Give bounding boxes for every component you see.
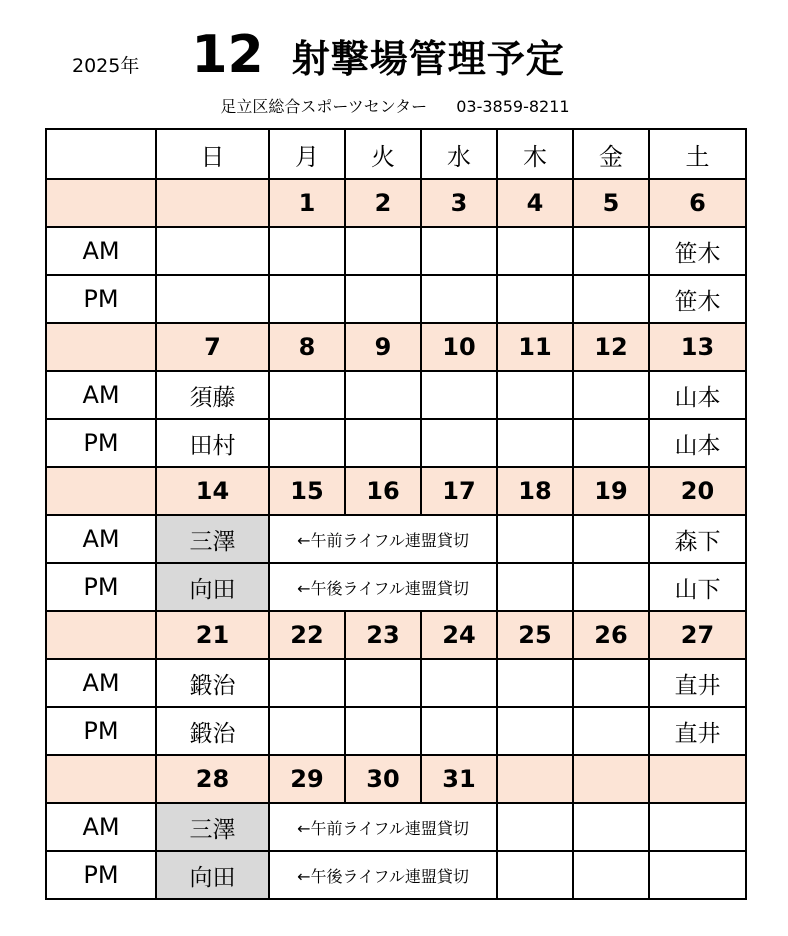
rental-note-cell: ←午前ライフル連盟貸切 xyxy=(269,803,497,851)
date-cell: 11 xyxy=(497,323,573,371)
facility-name: 足立区総合スポーツセンター xyxy=(220,97,428,117)
date-cell: 29 xyxy=(269,755,345,803)
staff-cell xyxy=(497,275,573,323)
month-number: 12 xyxy=(191,25,264,85)
day-header-mon: 月 xyxy=(269,129,345,179)
staff-cell xyxy=(345,275,421,323)
staff-cell xyxy=(345,707,421,755)
staff-cell xyxy=(573,659,649,707)
reserved-staff-cell: 三澤 xyxy=(156,803,269,851)
staff-cell: 笹木 xyxy=(649,227,746,275)
date-cell xyxy=(573,755,649,803)
week4-date-row xyxy=(46,611,746,659)
page-header xyxy=(0,0,788,86)
reserved-staff-cell: 向田 xyxy=(156,851,269,899)
day-header-sun: 日 xyxy=(156,129,269,179)
day-header-thu: 木 xyxy=(497,129,573,179)
staff-cell: 山本 xyxy=(649,419,746,467)
staff-cell xyxy=(269,275,345,323)
staff-cell xyxy=(573,563,649,611)
staff-cell: 直井 xyxy=(649,707,746,755)
date-cell: 24 xyxy=(421,611,497,659)
staff-cell xyxy=(269,659,345,707)
staff-cell xyxy=(497,659,573,707)
day-header-wed: 水 xyxy=(421,129,497,179)
staff-cell: 須藤 xyxy=(156,371,269,419)
week4-am-row xyxy=(46,659,746,707)
staff-cell xyxy=(421,659,497,707)
date-cell: 18 xyxy=(497,467,573,515)
staff-cell xyxy=(497,803,573,851)
date-cell xyxy=(497,755,573,803)
week2-am-row xyxy=(46,371,746,419)
week5-pm-row xyxy=(46,851,746,899)
staff-cell xyxy=(497,227,573,275)
week1-date-row xyxy=(46,179,746,227)
staff-cell xyxy=(345,371,421,419)
week3-am-row xyxy=(46,515,746,563)
time-label-cell: PM xyxy=(46,851,156,899)
staff-cell xyxy=(269,371,345,419)
staff-cell xyxy=(497,419,573,467)
staff-cell xyxy=(421,371,497,419)
time-label-cell: AM xyxy=(46,227,156,275)
staff-cell xyxy=(573,371,649,419)
time-label-cell: AM xyxy=(46,659,156,707)
empty-cell xyxy=(46,755,156,803)
time-label-cell: AM xyxy=(46,803,156,851)
staff-cell: 山下 xyxy=(649,563,746,611)
rental-note-cell: ←午後ライフル連盟貸切 xyxy=(269,563,497,611)
day-header-tue: 火 xyxy=(345,129,421,179)
date-cell: 22 xyxy=(269,611,345,659)
time-label-cell: PM xyxy=(46,419,156,467)
staff-cell xyxy=(573,707,649,755)
date-cell: 20 xyxy=(649,467,746,515)
staff-cell xyxy=(156,227,269,275)
week1-am-row xyxy=(46,227,746,275)
rental-note-cell: ←午前ライフル連盟貸切 xyxy=(269,515,497,563)
staff-cell xyxy=(649,851,746,899)
date-cell: 28 xyxy=(156,755,269,803)
date-cell: 12 xyxy=(573,323,649,371)
date-cell: 21 xyxy=(156,611,269,659)
staff-cell xyxy=(497,707,573,755)
staff-cell: 直井 xyxy=(649,659,746,707)
date-cell: 4 xyxy=(497,179,573,227)
week2-pm-row xyxy=(46,419,746,467)
staff-cell xyxy=(269,707,345,755)
staff-cell xyxy=(573,227,649,275)
date-cell: 27 xyxy=(649,611,746,659)
schedule-table xyxy=(45,128,747,900)
date-cell: 3 xyxy=(421,179,497,227)
date-cell xyxy=(649,755,746,803)
empty-cell xyxy=(46,467,156,515)
week2-date-row xyxy=(46,323,746,371)
reserved-staff-cell: 三澤 xyxy=(156,515,269,563)
staff-cell xyxy=(345,227,421,275)
staff-cell: 森下 xyxy=(649,515,746,563)
rental-note-cell: ←午後ライフル連盟貸切 xyxy=(269,851,497,899)
week5-am-row xyxy=(46,803,746,851)
phone-number: 03-3859-8211 xyxy=(456,97,570,117)
staff-cell xyxy=(573,275,649,323)
staff-cell xyxy=(573,851,649,899)
week1-pm-row xyxy=(46,275,746,323)
date-cell: 6 xyxy=(649,179,746,227)
staff-cell xyxy=(573,803,649,851)
staff-cell xyxy=(345,659,421,707)
date-cell: 8 xyxy=(269,323,345,371)
time-label-cell: PM xyxy=(46,275,156,323)
date-cell: 30 xyxy=(345,755,421,803)
empty-cell xyxy=(46,323,156,371)
staff-cell xyxy=(269,227,345,275)
week4-pm-row xyxy=(46,707,746,755)
week3-date-row xyxy=(46,467,746,515)
date-cell: 9 xyxy=(345,323,421,371)
staff-cell xyxy=(156,275,269,323)
date-cell: 25 xyxy=(497,611,573,659)
staff-cell: 山本 xyxy=(649,371,746,419)
time-label-cell: AM xyxy=(46,371,156,419)
staff-cell xyxy=(269,419,345,467)
year-label: 2025年 xyxy=(72,55,140,77)
date-cell: 19 xyxy=(573,467,649,515)
reserved-staff-cell: 向田 xyxy=(156,563,269,611)
facility-line xyxy=(45,94,745,117)
date-cell xyxy=(156,179,269,227)
staff-cell xyxy=(421,227,497,275)
date-cell: 2 xyxy=(345,179,421,227)
staff-cell xyxy=(573,515,649,563)
staff-cell xyxy=(649,803,746,851)
day-header-row xyxy=(46,129,746,179)
date-cell: 23 xyxy=(345,611,421,659)
time-label-cell: PM xyxy=(46,563,156,611)
staff-cell xyxy=(345,419,421,467)
date-cell: 31 xyxy=(421,755,497,803)
staff-cell xyxy=(497,371,573,419)
staff-cell xyxy=(497,563,573,611)
time-label-cell: AM xyxy=(46,515,156,563)
date-cell: 26 xyxy=(573,611,649,659)
staff-cell: 鍛治 xyxy=(156,707,269,755)
time-label-cell: PM xyxy=(46,707,156,755)
date-cell: 5 xyxy=(573,179,649,227)
empty-cell xyxy=(46,179,156,227)
week3-pm-row xyxy=(46,563,746,611)
date-cell: 13 xyxy=(649,323,746,371)
staff-cell xyxy=(421,275,497,323)
staff-cell xyxy=(421,707,497,755)
date-cell: 16 xyxy=(345,467,421,515)
date-cell: 7 xyxy=(156,323,269,371)
day-header-fri: 金 xyxy=(573,129,649,179)
corner-cell xyxy=(46,129,156,179)
date-cell: 17 xyxy=(421,467,497,515)
empty-cell xyxy=(46,611,156,659)
week5-date-row xyxy=(46,755,746,803)
staff-cell xyxy=(573,419,649,467)
date-cell: 15 xyxy=(269,467,345,515)
date-cell: 1 xyxy=(269,179,345,227)
date-cell: 14 xyxy=(156,467,269,515)
date-cell: 10 xyxy=(421,323,497,371)
staff-cell xyxy=(497,515,573,563)
staff-cell: 笹木 xyxy=(649,275,746,323)
day-header-sat: 土 xyxy=(649,129,746,179)
page-title: 射撃場管理予定 xyxy=(291,37,565,81)
staff-cell: 鍛治 xyxy=(156,659,269,707)
staff-cell xyxy=(497,851,573,899)
staff-cell xyxy=(421,419,497,467)
staff-cell: 田村 xyxy=(156,419,269,467)
